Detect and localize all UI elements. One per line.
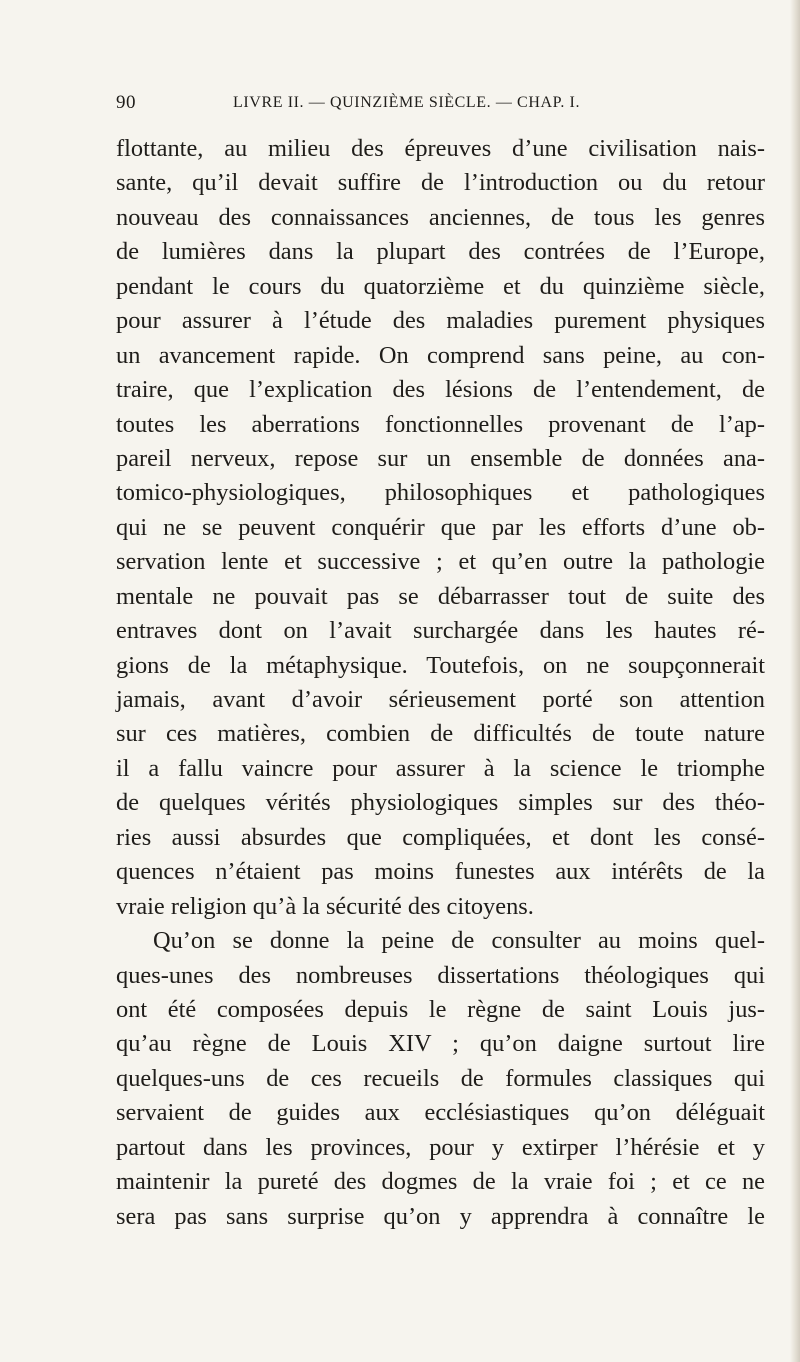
- text-line: sur ces matières, combien de difficultés de toute nature: [116, 720, 765, 748]
- text-line: tomico-physiologiques, philosophiques et pathologiques: [116, 479, 765, 507]
- text-line: vraie religion qu’à la sécurité des citoyens.: [116, 892, 534, 920]
- text-line: il a fallu vaincre pour assurer à la science le triomphe: [116, 754, 765, 782]
- text-line: sante, qu’il devait suffire de l’introduction ou du retour: [116, 169, 765, 197]
- page-number: 90: [116, 92, 136, 113]
- page-edge-shadow: [790, 0, 800, 1362]
- running-title: LIVRE II. — QUINZIÈME SIÈCLE. — CHAP. I.: [233, 94, 581, 111]
- text-line: ries aussi absurdes que compliquées, et dont les consé-: [116, 823, 765, 851]
- text-line: sera pas sans surprise qu’on y apprendra à connaître le: [116, 1202, 765, 1230]
- text-line: mentale ne pouvait pas se débarrasser tout de suite des: [116, 582, 765, 610]
- text-line: partout dans les provinces, pour y extirper l’hérésie et y: [116, 1133, 765, 1161]
- text-line: maintenir la pureté des dogmes de la vraie foi ; et ce ne: [116, 1168, 765, 1196]
- text-line: pareil nerveux, repose sur un ensemble de données ana-: [116, 444, 765, 472]
- text-line: quelques-uns de ces recueils de formules classiques qui: [116, 1064, 765, 1092]
- text-line: jamais, avant d’avoir sérieusement porté son attention: [116, 686, 765, 713]
- text-line: entraves dont on l’avait surchargée dans les hautes ré-: [116, 617, 765, 645]
- text-line: Qu’on se donne la peine de consulter au moins quel-: [153, 927, 765, 955]
- text-line: flottante, au milieu des épreuves d’une civilisation nais-: [116, 135, 765, 162]
- text-line: qu’au règne de Louis XIV ; qu’on daigne surtout lire: [116, 1030, 765, 1058]
- text-line: traire, que l’explication des lésions de l’entendement, de: [116, 376, 765, 404]
- text-line: pendant le cours du quatorzième et du quinzième siècle,: [116, 272, 765, 300]
- text-line: de lumières dans la plupart des contrées de l’Europe,: [116, 238, 765, 266]
- text-line: servation lente et successive ; et qu’en outre la pathologie: [116, 548, 765, 576]
- text-line: gions de la métaphysique. Toutefois, on ne soupçonnerait: [116, 651, 765, 679]
- body-text: [116, 132, 765, 1234]
- text-line: ont été composées depuis le règne de saint Louis jus-: [116, 995, 765, 1023]
- text-line: pour assurer à l’étude des maladies purement physiques: [116, 307, 765, 335]
- text-line: un avancement rapide. On comprend sans peine, au con-: [116, 341, 765, 369]
- text-line: de quelques vérités physiologiques simples sur des théo-: [116, 789, 765, 817]
- running-head: [116, 88, 764, 118]
- text-line: quences n’étaient pas moins funestes aux intérêts de la: [116, 858, 765, 886]
- text-line: toutes les aberrations fonctionnelles provenant de l’ap-: [116, 410, 765, 438]
- text-line: qui ne se peuvent conquérir que par les efforts d’une ob-: [116, 513, 765, 541]
- text-line: nouveau des connaissances anciennes, de tous les genres: [116, 203, 765, 231]
- text-line: servaient de guides aux ecclésiastiques qu’on déléguait: [116, 1099, 765, 1127]
- text-line: ques-unes des nombreuses dissertations théologiques qui: [116, 961, 765, 989]
